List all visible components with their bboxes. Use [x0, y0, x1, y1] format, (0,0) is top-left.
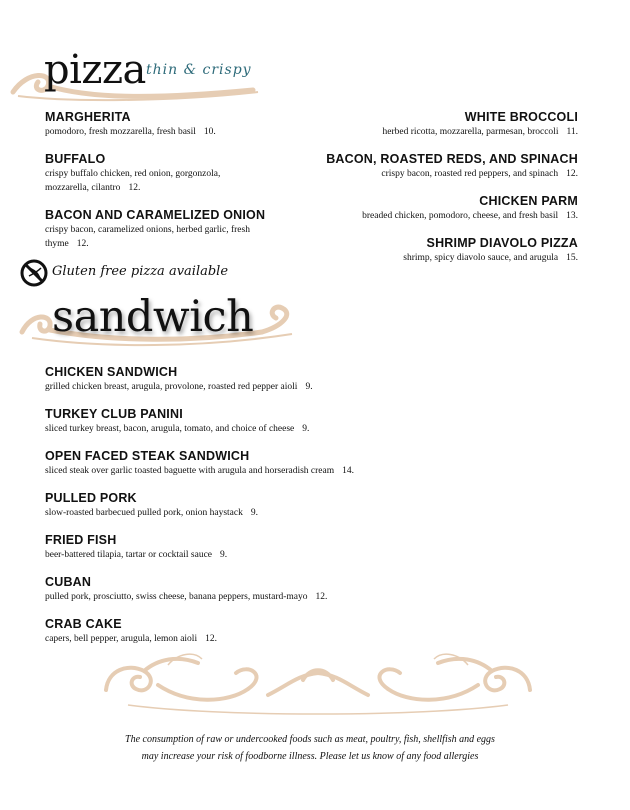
item-description: crispy bacon, caramelized onions, herbed garlic, fresh thyme 12.	[45, 225, 250, 249]
item-price: 11.	[566, 127, 578, 137]
item-description: herbed ricotta, mozzarella, parmesan, broccoli 11.	[382, 127, 578, 137]
item-name: PULLED PORK	[45, 491, 137, 505]
item-price: 9.	[305, 382, 313, 392]
item-name: CHICKEN SANDWICH	[45, 365, 178, 379]
item-name: BACON, ROASTED REDS, AND SPINACH	[326, 152, 578, 166]
item-price: 12.	[566, 169, 578, 179]
item-name: CRAB CAKE	[45, 617, 122, 631]
item-description: pulled pork, prosciutto, swiss cheese, banana peppers, mustard-mayo 12.	[45, 592, 328, 602]
item-description: crispy buffalo chicken, red onion, gorgonzola, mozzarella, cilantro 12.	[45, 169, 221, 193]
item-price: 9.	[250, 508, 258, 518]
item-name: BACON AND CARAMELIZED ONION	[45, 208, 266, 222]
menu-item	[318, 236, 578, 265]
pizza-section-title: pizza	[44, 47, 146, 93]
item-description: sliced steak over garlic toasted baguette with arugula and horseradish cream 14.	[45, 466, 354, 476]
menu-item	[45, 617, 465, 646]
item-name: FRIED FISH	[45, 533, 117, 547]
item-name: CUBAN	[45, 575, 92, 589]
item-price: 15.	[566, 253, 578, 263]
menu-item	[45, 449, 465, 478]
bottom-flourish-ornament	[98, 645, 538, 720]
menu-item	[318, 194, 578, 223]
item-name: TURKEY CLUB PANINI	[45, 407, 183, 421]
food-safety-disclaimer	[60, 731, 560, 765]
pizza-subtitle: thin & crispy	[146, 62, 252, 78]
sandwich-section-title: sandwich	[52, 292, 254, 342]
item-description: grilled chicken breast, arugula, provolone, roasted red pepper aioli 9.	[45, 382, 313, 392]
gluten-free-note: Gluten free pizza available	[52, 264, 229, 279]
disclaimer-line: The consumption of raw or undercooked foods such as meat, poultry, fish, shellfish and eggs	[125, 734, 495, 745]
menu-item	[45, 208, 285, 251]
item-name: MARGHERITA	[45, 110, 131, 124]
item-description: shrimp, spicy diavolo sauce, and arugula 15.	[403, 253, 578, 263]
item-price: 12.	[128, 183, 141, 193]
item-description: capers, bell pepper, arugula, lemon aioli 12.	[45, 634, 217, 644]
item-description: sliced turkey breast, bacon, arugula, tomato, and choice of cheese 9.	[45, 424, 310, 434]
item-price: 12.	[205, 634, 217, 644]
menu-item	[45, 575, 465, 604]
menu-item	[45, 533, 465, 562]
item-description: pomodoro, fresh mozzarella, fresh basil 10.	[45, 127, 216, 137]
item-name: CHICKEN PARM	[479, 194, 578, 208]
item-description: beer-battered tilapia, tartar or cocktail sauce 9.	[45, 550, 228, 560]
disclaimer-line: may increase your risk of foodborne illness. Please let us know of any food allergies	[141, 751, 479, 762]
item-name: BUFFALO	[45, 152, 106, 166]
menu-item	[45, 365, 465, 394]
item-price: 9.	[220, 550, 228, 560]
menu-item	[318, 110, 578, 139]
item-price: 12.	[76, 239, 89, 249]
menu-item	[45, 491, 465, 520]
no-gluten-icon	[19, 258, 49, 288]
item-description: crispy bacon, roasted red peppers, and spinach 12.	[381, 169, 578, 179]
item-description: breaded chicken, pomodoro, cheese, and fresh basil 13.	[362, 211, 578, 221]
item-price: 10.	[203, 127, 216, 137]
menu-item	[45, 152, 285, 195]
menu-item	[45, 110, 285, 139]
item-name: OPEN FACED STEAK SANDWICH	[45, 449, 250, 463]
item-price: 14.	[342, 466, 354, 476]
item-description: slow-roasted barbecued pulled pork, onion haystack 9.	[45, 508, 258, 518]
item-name: SHRIMP DIAVOLO PIZZA	[426, 236, 578, 250]
item-price: 12.	[315, 592, 328, 602]
item-name: WHITE BROCCOLI	[464, 110, 578, 124]
item-price: 9.	[302, 424, 310, 434]
menu-item	[45, 407, 465, 436]
item-price: 13.	[566, 211, 578, 221]
menu-item	[278, 152, 578, 181]
